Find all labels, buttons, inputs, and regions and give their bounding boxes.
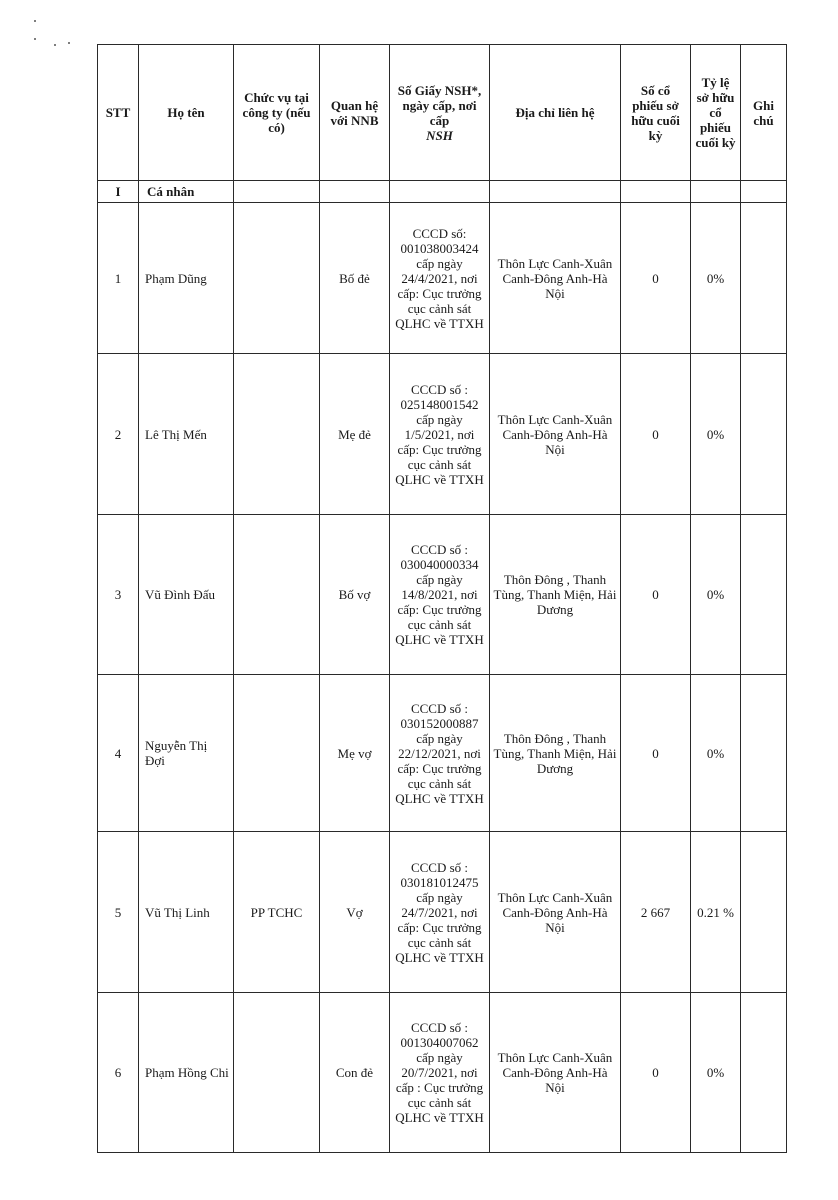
row-so-giay: CCCD số: 001038003424 cấp ngày 24/4/2021, nơi cấp: Cục trưởng cục cảnh sát QLHC về TTXH xyxy=(390,203,490,354)
row-stt: 2 xyxy=(98,354,139,515)
row-chuc-vu xyxy=(234,993,320,1153)
row-chuc-vu xyxy=(234,515,320,675)
row-so-giay: CCCD số : 025148001542 cấp ngày 1/5/2021, nơi cấp: Cục trưởng cục cảnh sát QLHC về TTXH xyxy=(390,354,490,515)
table-row xyxy=(98,675,787,832)
row-so-co-phieu: 2 667 xyxy=(621,832,691,993)
row-dia-chi: Thôn Đông , Thanh Tùng, Thanh Miện, Hải Dương xyxy=(490,515,621,675)
table-row xyxy=(98,993,787,1153)
empty-cell xyxy=(621,181,691,203)
row-chuc-vu: PP TCHC xyxy=(234,832,320,993)
section-number: I xyxy=(98,181,139,203)
row-chuc-vu xyxy=(234,203,320,354)
row-ghi-chu xyxy=(741,675,787,832)
header-so-giay-italic: NSH xyxy=(426,127,453,143)
row-so-giay: CCCD số : 001304007062 cấp ngày 20/7/2021, nơi cấp : Cục trưởng cục cảnh sát QLHC về TTXH xyxy=(390,993,490,1153)
empty-cell xyxy=(741,181,787,203)
header-dia-chi: Địa chỉ liên hệ xyxy=(490,45,621,181)
row-stt: 4 xyxy=(98,675,139,832)
row-ghi-chu xyxy=(741,515,787,675)
row-so-co-phieu: 0 xyxy=(621,515,691,675)
row-so-giay: CCCD số : 030040000334 cấp ngày 14/8/2021, nơi cấp: Cục trưởng cục cảnh sát QLHC về TTXH xyxy=(390,515,490,675)
row-dia-chi: Thôn Lực Canh-Xuân Canh-Đông Anh-Hà Nội xyxy=(490,832,621,993)
row-dia-chi: Thôn Lực Canh-Xuân Canh-Đông Anh-Hà Nội xyxy=(490,203,621,354)
table-row xyxy=(98,515,787,675)
row-ho-ten: Phạm Hồng Chi xyxy=(139,993,234,1153)
row-stt: 3 xyxy=(98,515,139,675)
row-dia-chi: Thôn Lực Canh-Xuân Canh-Đông Anh-Hà Nội xyxy=(490,993,621,1153)
row-stt: 1 xyxy=(98,203,139,354)
row-ty-le: 0% xyxy=(691,203,741,354)
row-so-co-phieu: 0 xyxy=(621,203,691,354)
header-chuc-vu: Chức vụ tại công ty (nếu có) xyxy=(234,45,320,181)
row-ghi-chu xyxy=(741,993,787,1153)
row-quan-he: Con đẻ xyxy=(320,993,390,1153)
row-ho-ten: Vũ Thị Linh xyxy=(139,832,234,993)
row-chuc-vu xyxy=(234,354,320,515)
table-row xyxy=(98,832,787,993)
row-chuc-vu xyxy=(234,675,320,832)
row-quan-he: Vợ xyxy=(320,832,390,993)
row-quan-he: Mẹ đẻ xyxy=(320,354,390,515)
empty-cell xyxy=(320,181,390,203)
row-so-co-phieu: 0 xyxy=(621,675,691,832)
row-ho-ten: Phạm Dũng xyxy=(139,203,234,354)
header-ty-le: Tỷ lệ sở hữu cổ phiếu cuối kỳ xyxy=(691,45,741,181)
row-quan-he: Bố đẻ xyxy=(320,203,390,354)
row-ty-le: 0% xyxy=(691,675,741,832)
row-ty-le: 0% xyxy=(691,993,741,1153)
row-quan-he: Bố vợ xyxy=(320,515,390,675)
scan-specks xyxy=(20,18,80,58)
row-so-co-phieu: 0 xyxy=(621,993,691,1153)
header-stt: STT xyxy=(98,45,139,181)
row-so-co-phieu: 0 xyxy=(621,354,691,515)
header-ho-ten: Họ tên xyxy=(139,45,234,181)
row-quan-he: Mẹ vợ xyxy=(320,675,390,832)
row-ty-le: 0% xyxy=(691,515,741,675)
row-stt: 5 xyxy=(98,832,139,993)
row-ghi-chu xyxy=(741,354,787,515)
row-dia-chi: Thôn Đông , Thanh Tùng, Thanh Miện, Hải Dương xyxy=(490,675,621,832)
table-row xyxy=(98,203,787,354)
section-row xyxy=(98,181,787,203)
header-so-giay xyxy=(390,45,490,181)
empty-cell xyxy=(490,181,621,203)
row-dia-chi: Thôn Lực Canh-Xuân Canh-Đông Anh-Hà Nội xyxy=(490,354,621,515)
table-row xyxy=(98,354,787,515)
row-ho-ten: Lê Thị Mến xyxy=(139,354,234,515)
related-persons-table xyxy=(97,44,787,1153)
row-ho-ten: Nguyễn Thị Đợi xyxy=(139,675,234,832)
row-so-giay: CCCD số : 030152000887 cấp ngày 22/12/2021, nơi cấp: Cục trưởng cục cảnh sát QLHC về TTXH xyxy=(390,675,490,832)
row-ghi-chu xyxy=(741,832,787,993)
section-label: Cá nhân xyxy=(139,181,234,203)
empty-cell xyxy=(234,181,320,203)
row-ty-le: 0.21 % xyxy=(691,832,741,993)
row-ty-le: 0% xyxy=(691,354,741,515)
row-ho-ten: Vũ Đình Đấu xyxy=(139,515,234,675)
empty-cell xyxy=(390,181,490,203)
row-ghi-chu xyxy=(741,203,787,354)
header-ghi-chu: Ghi chú xyxy=(741,45,787,181)
header-row xyxy=(98,45,787,181)
row-so-giay: CCCD số : 030181012475 cấp ngày 24/7/2021, nơi cấp: Cục trưởng cục cảnh sát QLHC về TTXH xyxy=(390,832,490,993)
empty-cell xyxy=(691,181,741,203)
header-so-co-phieu: Số cổ phiếu sở hữu cuối kỳ xyxy=(621,45,691,181)
header-quan-he: Quan hệ với NNB xyxy=(320,45,390,181)
header-so-giay-main: Số Giấy NSH*, ngày cấp, nơi cấp xyxy=(397,82,482,128)
row-stt: 6 xyxy=(98,993,139,1153)
